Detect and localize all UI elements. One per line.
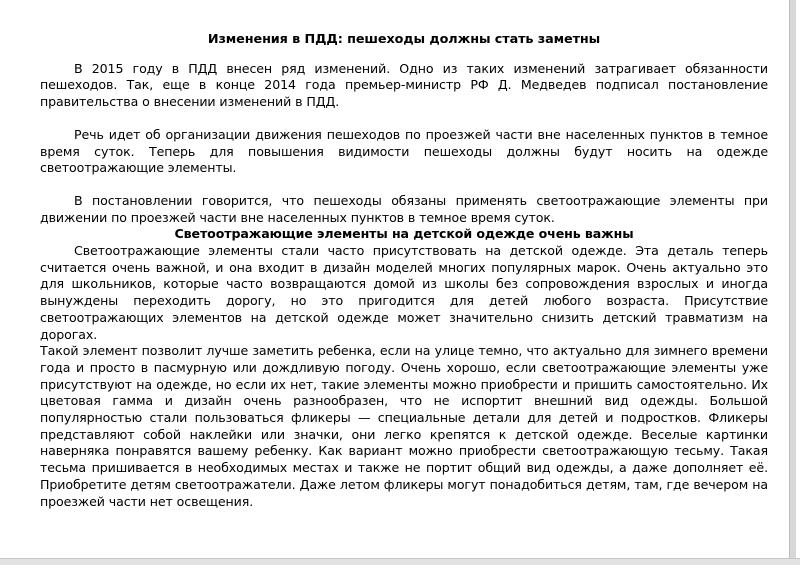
document-title: Изменения в ПДД: пешеходы должны стать заметны <box>207 32 601 47</box>
paragraph-intro: В 2015 году в ПДД внесен ряд изменений. Одно из таких изменений затрагивает обязанности пешеходов. Так, еще в конце 2014 года премьер-министр РФ Д. Медведев подписал постановление правительства о внесении изменений в ПДД. <box>40 60 768 110</box>
document-body <box>40 32 768 510</box>
paragraph-kids-clothing: Светоотражающие элементы стали часто присутствовать на детской одежде. Эта деталь теперь считается очень важной, и она входит в дизайн моделей многих популярных марок. Очень актуально это для школьников, которые часто возвращаются домой из школы без сопровождения взрослых и иногда вынуждены переходить дорогу, но это пригодится для детей любого возраста. Присутствие светоотражающих элементов на детской одежде может значительно снизить детский травматизм на дорогах. <box>40 243 768 342</box>
page-edge-shadow-bottom <box>0 558 800 565</box>
paragraph-flickers: Такой элемент позволит лучше заметить ребенка, если на улице темно, что актуально для зимнего времени года и просто в пасмурную или дождливую погоду. Очень хорошо, если светоотражающие элементы уже присутствуют на одежде, но если их нет, такие элементы можно приобрести и пришить самостоятельно. Их цветовая гамма и дизайн очень разнообразен, что не испортит внешний вид одежды. Большой популярностью стали пользоваться фликеры — специальные детали для детей и подростков. Фликеры представляют собой наклейки или значки, они легко крепятся к детской одежде. Веселые картинки наверняка понравятся вашему ребенку. Как вариант можно приобрести светоотражающую тесьму. Такая тесьма пришивается в необходимых местах и также не портит общий вид одежды, а даже дополняет её. Приобретите детям светоотражатели. Даже летом фликеры могут понадобиться детям, там, где вечером на проезжей части нет освещения. <box>40 343 768 509</box>
section-subtitle: Светоотражающие элементы на детской одежде очень важны <box>174 226 634 242</box>
paragraph-decree: В постановлении говорится, что пешеходы обязаны применять светоотражающие элементы при движении по проезжей части вне населенных пунктов в темное время суток. <box>40 192 768 225</box>
page-edge-shadow-right <box>789 0 796 565</box>
paragraph-movement: Речь идет об организации движения пешеходов по проезжей части вне населенных пунктов в темное время суток. Теперь для повышения видимости пешеходы должны будут носить на одежде светоотражающие элементы. <box>40 126 768 176</box>
